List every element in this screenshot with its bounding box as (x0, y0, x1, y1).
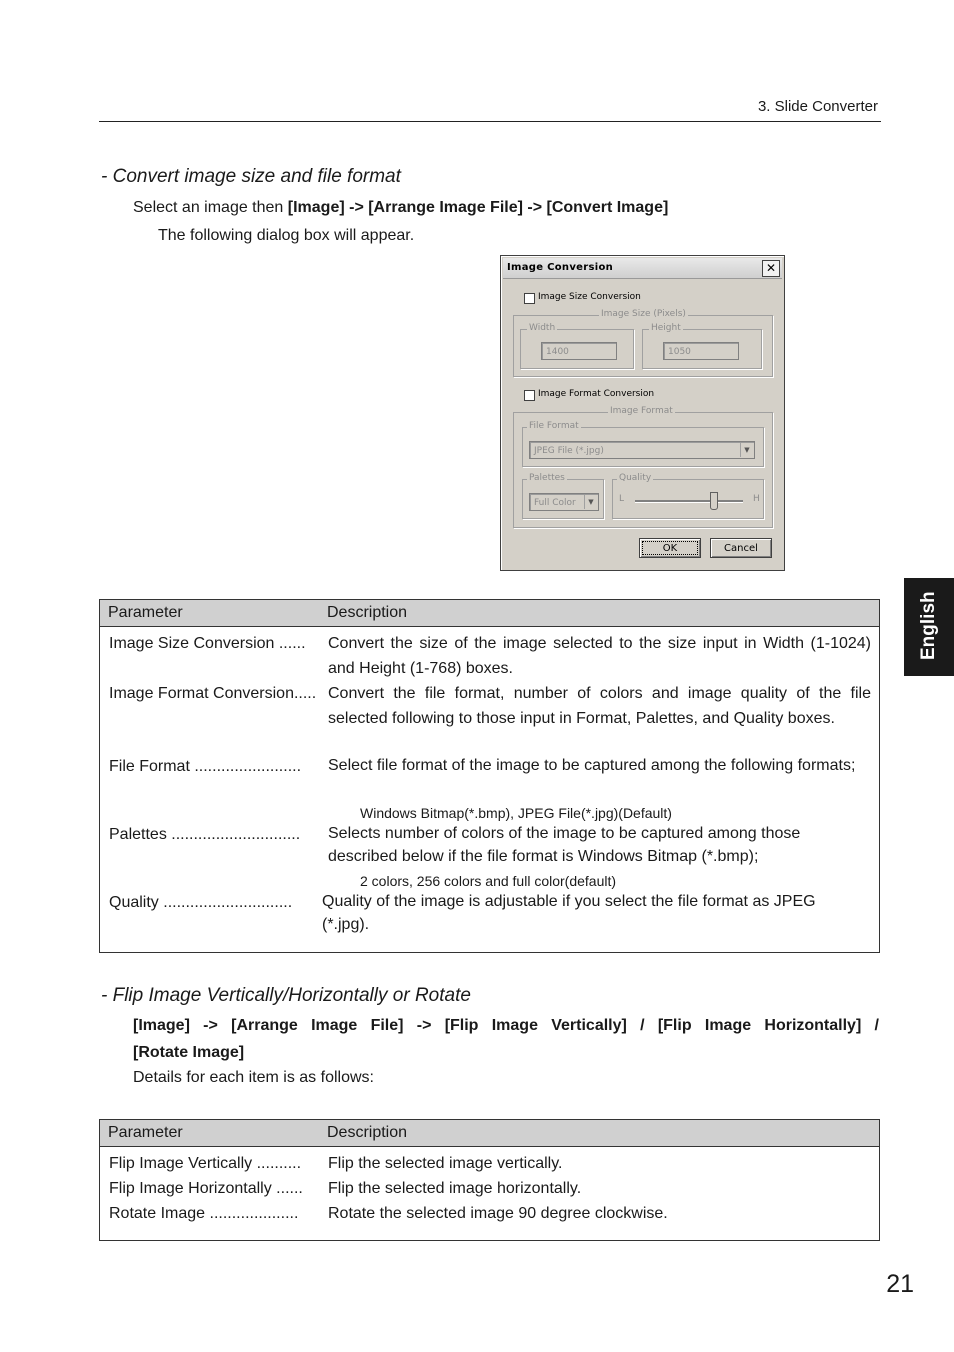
image-size-conversion-checkbox[interactable] (524, 293, 535, 304)
param-name: Flip Image Horizontally ...... (109, 1180, 303, 1197)
image-size-conversion-label: Image Size Conversion (538, 292, 641, 302)
col-description: Description (327, 1124, 408, 1141)
chevron-down-icon[interactable]: ▼ (740, 443, 753, 457)
param-desc: Convert the file format, number of colors and image quality of the file selected following to those input in Format, Palettes, and Quality boxes. (328, 685, 871, 727)
width-label: Width (529, 323, 556, 333)
language-tab (904, 578, 954, 676)
image-size-group (513, 309, 773, 377)
param-desc: Rotate the selected image 90 degree clockwise. (328, 1205, 668, 1222)
param-name: Image Format Conversion..... (109, 685, 317, 702)
image-format-conversion-checkbox[interactable] (524, 390, 535, 401)
quality-high-label: H (753, 494, 760, 504)
flip-menu-path-line1: [Image] -> [Arrange Image File] -> [Flip Image Vertically] / [Flip Image Horizontally] / (133, 1017, 879, 1034)
chevron-down-icon[interactable]: ▼ (584, 495, 597, 509)
quality-slider-thumb[interactable] (710, 492, 718, 510)
col-parameter: Parameter (108, 1124, 183, 1141)
param-desc: Convert the size of the image selected to the size input in Width (1-1024) and Height (1-768) boxes. (328, 635, 871, 677)
file-format-value: JPEG File (*.jpg) (534, 446, 604, 456)
quality-low-label: L (619, 494, 625, 504)
param-name: Image Size Conversion ...... (109, 635, 306, 652)
language-tab-label: English (918, 591, 939, 660)
param-desc: Selects number of colors of the image to be captured among those described below if the file format is Windows Bitmap (*.bmp); (328, 825, 801, 865)
image-format-group (513, 406, 773, 528)
image-conversion-dialog (500, 255, 785, 571)
page-number: 21 (886, 1270, 914, 1298)
parameter-table-convert (99, 599, 880, 953)
flip-note: Details for each item is as follows: (133, 1069, 374, 1086)
table-header (100, 600, 879, 627)
palettes-select[interactable] (529, 493, 599, 511)
close-icon[interactable]: ✕ (762, 260, 780, 277)
height-input[interactable]: 1050 (663, 342, 739, 360)
param-name: Flip Image Vertically .......... (109, 1155, 302, 1172)
palettes-label: Palettes (529, 473, 565, 483)
section-title-flip: - Flip Image Vertically/Horizontally or Rotate (101, 985, 471, 1006)
param-desc: Quality of the image is adjustable if you select the file format as JPEG (*.jpg). (322, 893, 816, 933)
table-header (100, 1120, 879, 1147)
parameter-table-flip (99, 1119, 880, 1241)
flip-menu-path-line2: [Rotate Image] (133, 1044, 245, 1061)
header-rule (99, 121, 881, 122)
section-title-convert: - Convert image size and file format (101, 166, 401, 187)
param-name: Rotate Image .................... (109, 1205, 299, 1222)
height-label: Height (651, 323, 681, 333)
col-parameter: Parameter (108, 604, 183, 621)
image-format-group-label: Image Format (610, 406, 673, 416)
dialog-titlebar (503, 258, 782, 279)
image-size-group-label: Image Size (Pixels) (601, 309, 686, 319)
cancel-button[interactable]: Cancel (710, 538, 772, 558)
quality-group (612, 473, 764, 519)
dialog-title: Image Conversion (507, 262, 614, 273)
width-group (520, 323, 634, 369)
file-format-select[interactable] (529, 441, 755, 459)
palettes-value: Full Color (534, 498, 576, 508)
file-format-group (522, 421, 764, 467)
quality-label: Quality (619, 473, 652, 483)
palettes-group (522, 473, 604, 519)
param-name: File Format ........................ (109, 758, 302, 775)
quality-slider-track[interactable] (635, 500, 743, 503)
image-format-conversion-label: Image Format Conversion (538, 389, 655, 399)
param-desc: Flip the selected image horizontally. (328, 1180, 582, 1197)
running-header: 3. Slide Converter (757, 98, 878, 115)
height-group (642, 323, 762, 369)
file-format-label: File Format (529, 421, 579, 431)
instruction-prefix: Select an image then (133, 199, 288, 216)
param-subdesc: 2 colors, 256 colors and full color(default) (360, 873, 617, 889)
param-name: Quality ............................. (109, 894, 293, 911)
instruction-menu-path: [Image] -> [Arrange Image File] -> [Convert Image] (287, 199, 669, 216)
param-desc: Flip the selected image vertically. (328, 1155, 563, 1172)
param-desc: Select file format of the image to be captured among the following formats; (328, 757, 856, 774)
instruction-convert (133, 199, 668, 217)
param-name: Palettes ............................. (109, 826, 301, 843)
width-input[interactable]: 1400 (541, 342, 617, 360)
dialog-note: The following dialog box will appear. (158, 227, 415, 244)
param-subdesc: Windows Bitmap(*.bmp), JPEG File(*.jpg)(Default) (360, 805, 672, 821)
ok-button[interactable]: OK (639, 538, 701, 558)
col-description: Description (327, 604, 408, 621)
